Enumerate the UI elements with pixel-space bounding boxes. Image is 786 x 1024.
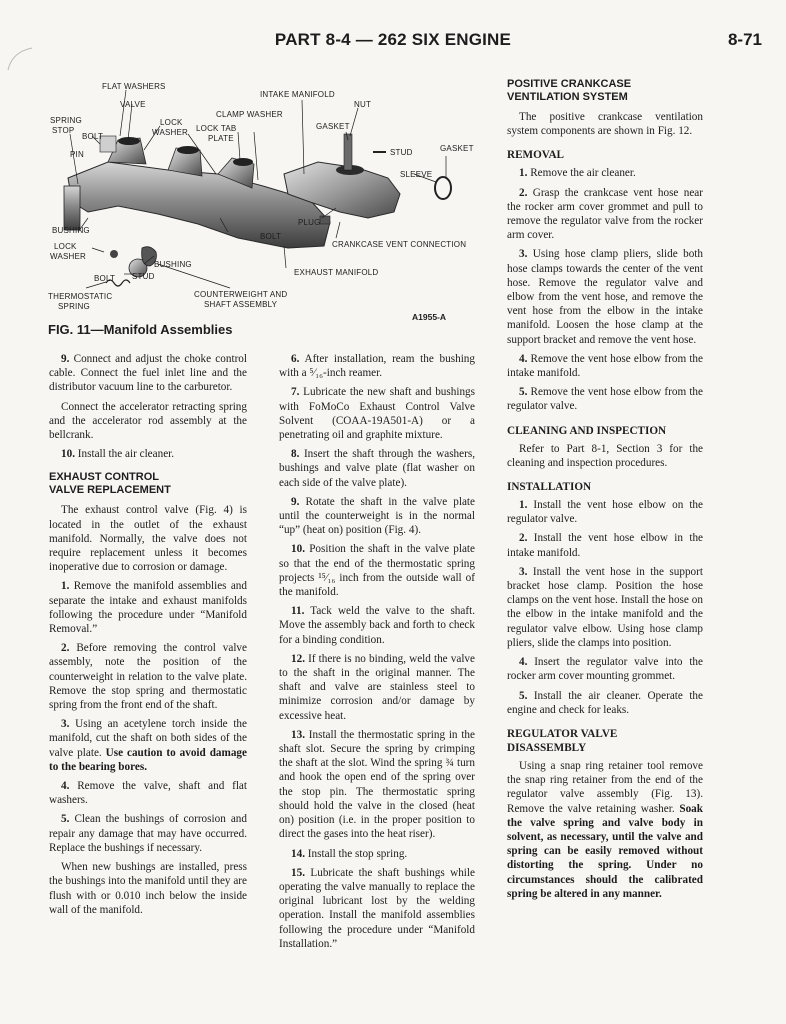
step: 4. Remove the valve, shaft and flat washers. (49, 780, 247, 807)
label-stud-bottom: STUD (132, 272, 155, 281)
label-flat-washers: FLAT WASHERS (102, 82, 166, 91)
step: 2. Grasp the crankcase vent hose near the rocker arm cover grommet and pull to remove the regulator valve from the rocker arm cover. (507, 186, 703, 242)
step: 3. Install the vent hose in the support bracket hose clamp. Position the hose clamps on the vent hose. Install the hose on the elbow in the intake manifold and the regulator valve elbow. Using hose clamp pliers, slide the clamps into position. (507, 565, 703, 649)
label-sleeve: SLEEVE (400, 170, 433, 179)
label-lock-washer-1: LOCK (160, 118, 183, 127)
label-gasket-mid: GASKET (316, 122, 350, 131)
paragraph: The exhaust control valve (Fig. 4) is located in the outlet of the exhaust manifold. Normally, the valve does not require replacement unless it becomes inoperative due to corrosion or damage. (49, 504, 247, 574)
label-lock-tab-2: PLATE (208, 134, 234, 143)
label-washer-left: WASHER (50, 252, 87, 261)
subheading-removal: REMOVAL (507, 149, 564, 162)
step: 11. Tack weld the valve to the shaft. Move the assembly back and forth to check for a binding condition. (279, 605, 475, 646)
page-header (0, 30, 786, 54)
paragraph: 9. Connect and adjust the choke control cable. Connect the fuel inlet line and the distributor vacuum line to the carburetor. (49, 353, 247, 394)
step: 4. Insert the regulator valve into the rocker arm cover mounting grommet. (507, 656, 703, 683)
paragraph: Using a snap ring retainer tool remove the snap ring retainer from the end of the regulator valve assembly (Fig. 13). Remove the valve retaining washer. Soak the valve spring and valve body in solvent, as necessary, until the valve and spring can be easily removed without distorting the spring. Under no circumstances should the calibrated spring be altered in any manner. (507, 759, 703, 900)
label-bushing-left: BUSHING (52, 226, 90, 235)
step: 7. Lubricate the new shaft and bushings with FoMoCo Exhaust Control Valve Solvent (COAA-19A501-A) or a penetrating oil and graphite mixture. (279, 386, 475, 442)
label-nut: NUT (354, 100, 372, 109)
figure-caption: FIG. 11—Manifold Assemblies (48, 322, 233, 337)
figure-code: A1955-A (412, 312, 447, 322)
step: 13. Install the thermostatic spring in the shaft slot. Secure the spring by crimping the shaft at the slot. Wind the spring ¾ turn and hook the open end of the spring over the stop pin. The thermostatic spring should hold the valve in the closed (heat on) position (i.e. in the proper position to direct the gases into the heat riser). (279, 728, 475, 841)
label-stud-top: STUD (390, 148, 413, 157)
subheading-regulator: REGULATOR VALVE DISASSEMBLY (507, 727, 618, 754)
label-thermostatic-2: SPRING (58, 302, 90, 311)
paragraph: 10. Install the air cleaner. (61, 448, 175, 461)
label-counterweight-2: SHAFT ASSEMBLY (204, 300, 278, 309)
step: 1. Install the vent hose elbow on the regulator valve. (507, 499, 703, 526)
label-intake-manifold: INTAKE MANIFOLD (260, 90, 335, 99)
paragraph: The positive crankcase ventilation system components are shown in Fig. 12. (507, 111, 703, 138)
page-title: PART 8-4 — 262 SIX ENGINE (274, 30, 512, 49)
step: 3. Using hose clamp pliers, slide both hose clamps towards the center of the vent hose. Remove the regulator valve and elbow from the vent hose, and remove the vent hose from the elbow in the intake manifold. Loosen the hose clamp at the support bracket and remove the vent hose. (507, 248, 703, 346)
step: 8. Insert the shaft through the washers, bushings and valve plate (flat washer on each side of the valve plate). (279, 448, 475, 489)
step: 5. Install the air cleaner. Operate the engine and check for leaks. (507, 689, 703, 716)
label-bushing-mid: BUSHING (154, 260, 192, 269)
label-clamp-washer: CLAMP WASHER (216, 110, 283, 119)
label-bolt-mid: BOLT (260, 232, 282, 241)
text-column-2 (279, 352, 475, 956)
step: 1. Remove the air cleaner. (519, 167, 636, 180)
paragraph: When new bushings are installed, press the bushings into the manifold until they are flush with or 0.010 inch below the inside wall of the manifold. (49, 861, 247, 916)
label-plug: PLUG (298, 218, 321, 227)
label-crankcase-vent: CRANKCASE VENT CONNECTION (332, 240, 467, 249)
step: 3. Using an acetylene torch inside the manifold, cut the shaft on both sides of the valve plate. Use caution to avoid damage to the bearing bores. (49, 718, 247, 773)
label-lock-washer-2: WASHER (152, 128, 189, 137)
label-lock-tab-1: LOCK TAB (196, 124, 237, 133)
label-spring-stop-2: STOP (52, 126, 75, 135)
label-bolt-top: BOLT (82, 132, 104, 141)
step: 2. Install the vent hose elbow in the intake manifold. (507, 532, 703, 559)
step: 12. If there is no binding, weld the valve to the shaft in the original manner. The shaft and valve are stainless steel to minimize corrosion and/or damage by excessive heat. (279, 652, 475, 722)
step: 9. Rotate the shaft in the valve plate until the counterweight is in the normal “up” (heat on) position (Fig. 4). (279, 495, 475, 537)
subheading-installation: INSTALLATION (507, 481, 592, 494)
label-counterweight-1: COUNTERWEIGHT AND (194, 290, 288, 299)
paragraph: Refer to Part 8-1, Section 3 for the cleaning and inspection procedures. (507, 442, 703, 469)
label-pin: PIN (70, 150, 84, 159)
manifold-figure (48, 78, 480, 328)
step: 15. Lubricate the shaft bushings while operating the valve manually to replace the original lubricant lost by the welding operation. Install the manifold assemblies following the procedure under “Manifold Installation.” (279, 866, 475, 950)
step: 6. After installation, ream the bushing with a ⁵⁄₁₆-inch reamer. (279, 353, 475, 380)
step: 2. Before removing the control valve assembly, note the position of the counterweight in relation to the valve plate. Remove the stop spring and thermostatic spring from the front end of the shaft. (49, 642, 247, 712)
step: 14. Install the stop spring. (291, 847, 408, 860)
label-bolt-bottom: BOLT (94, 274, 116, 283)
text-column-1 (49, 352, 247, 922)
section-heading: POSITIVE CRANKCASE VENTILATION SYSTEM (507, 78, 632, 103)
label-valve: VALVE (120, 100, 146, 109)
paragraph: Connect the accelerator retracting spring and the accelerator rod assembly at the bellcrank. (49, 400, 247, 442)
page-number: 8-71 (727, 30, 762, 49)
label-exhaust-manifold: EXHAUST MANIFOLD (294, 268, 379, 277)
step: 5. Remove the vent hose elbow from the regulator valve. (507, 386, 703, 413)
label-thermostatic-1: THERMOSTATIC (48, 292, 113, 301)
text-column-3 (507, 78, 703, 906)
step: 5. Clean the bushings of corrosion and repair any damage that may have occurred. Replace the bushings if necessary. (49, 813, 247, 854)
label-gasket-right: GASKET (440, 144, 474, 153)
label-spring-stop-1: SPRING (50, 116, 82, 125)
label-lock-left: LOCK (54, 242, 77, 251)
step: 10. Position the shaft in the valve plate so that the end of the thermostatic spring projects ¹⁵⁄₁₆ inch from the outside wall of the manifold. (279, 543, 475, 599)
section-heading: EXHAUST CONTROL VALVE REPLACEMENT (49, 471, 171, 497)
step: 4. Remove the vent hose elbow from the intake manifold. (507, 352, 703, 380)
subheading-cleaning: CLEANING AND INSPECTION (507, 424, 667, 437)
step: 1. Remove the manifold assemblies and separate the intake and exhaust manifolds following the procedure under “Manifold Removal.” (49, 580, 247, 636)
